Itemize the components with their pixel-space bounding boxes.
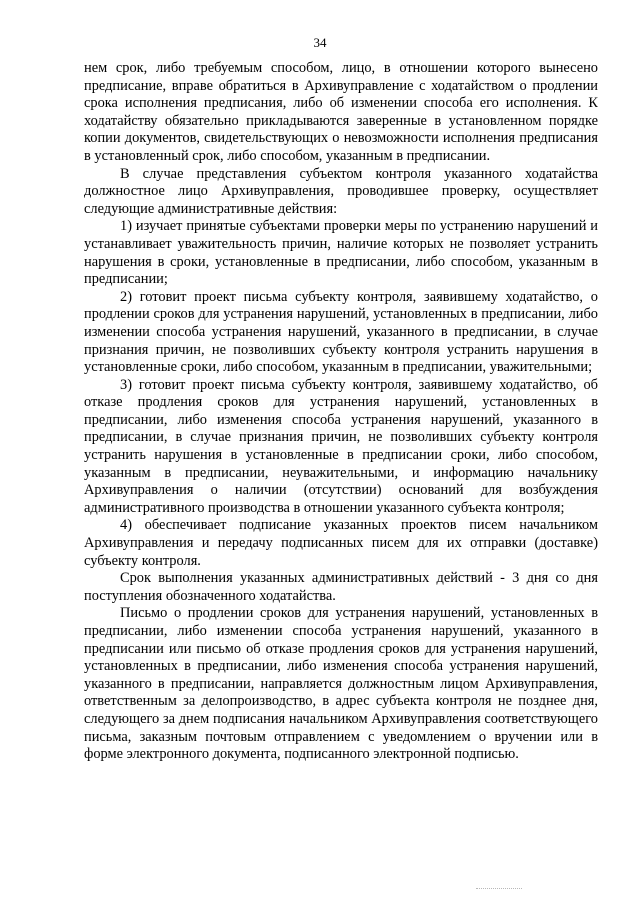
list-item-3: 3) готовит проект письма субъекту контроля, заявившему ходатайство, об отказе продления сроков для устранения нарушений, установленных в предписании, либо изменения способа устранения нарушений, указанного в предписании, в случае признания причин, не позволивших субъекту контроля устранить нарушения в установленные в предписании сроки, либо способом, указанным в предписании, неуважительными, и информацию начальнику Архивуправления о наличии (отсутствии) оснований для возбуждения административного производства в отношении указанного субъекта контроля; [84,376,598,516]
list-item-1: 1) изучает принятые субъектами проверки меры по устранению нарушений и устанавливает уважительность причин, наличие которых не позволяет устранить нарушения в сроки, установленные в предписании, либо способом, указанным в предписании; [84,218,598,288]
paragraph-deadline: Срок выполнения указанных административных действий - 3 дня со дня поступления обозначенного ходатайства. [84,570,598,604]
document-body [84,60,598,764]
list-item-2: 2) готовит проект письма субъекту контроля, заявившему ходатайство, о продлении сроков для устранения нарушений, установленных в предписании, либо изменении способа устранения нарушений, указанного в предписании, в случае признания причин, не позволивших субъекту контроля устранить нарушения в установленные сроки, либо способом, указанным в предписании, уважительными; [84,288,598,376]
paragraph-letter-dispatch: Письмо о продлении сроков для устранения нарушений, установленных в предписании, либо изменении способа устранения нарушений, указанного в предписании или письмо об отказе продления сроков для устранения нарушений, установленных в предписании, либо изменения способа устранения нарушений, указанного в предписании, направляется должностным лицом Архивуправления, ответственным за делопроизводство, в адрес субъекта контроля не позднее дня, следующего за днем подписания начальником Архивуправления соответствующего письма, заказным почтовым отправлением с уведомлением о вручении или в форме электронного документа, подписанного электронной подписью. [84,605,598,763]
paragraph-continuation: нем срок, либо требуемым способом, лицо, в отношении которого вынесено предписание, вправе обратиться в Архивуправление с ходатайством о продлении срока исполнения предписания, либо об изменении способа его исполнения. К ходатайству обязательно прикладываются заверенные в установленном порядке копии документов, свидетельствующих о невозможности исполнения предписания в установленный срок, либо способом, указанным в предписании. [84,60,598,164]
page-number: 34 [313,35,327,50]
list-item-4: 4) обеспечивает подписание указанных проектов писем начальником Архивуправления и передачу подписанных писем для их отправки (доставке) субъекту контроля. [84,517,598,569]
scan-artifact [476,888,522,890]
paragraph-petition-case: В случае представления субъектом контроля указанного ходатайства должностное лицо Архивуправления, проводившее проверку, осуществляет следующие административные действия: [84,165,598,217]
